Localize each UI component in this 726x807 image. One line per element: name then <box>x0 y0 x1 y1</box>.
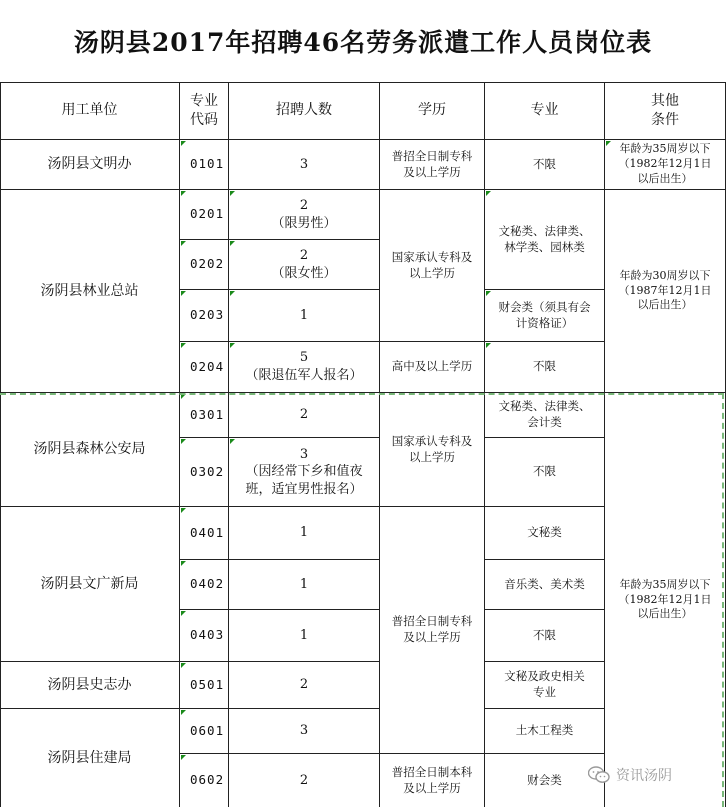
count-cell: 2 （限女性） <box>229 240 380 290</box>
count-cell: 1 <box>229 507 380 560</box>
unit-cell: 汤阴县史志办 <box>0 662 180 709</box>
code-cell: 0402 <box>180 560 229 610</box>
code-cell: 0501 <box>180 662 229 709</box>
cell-marker-icon <box>181 291 186 296</box>
major-cell: 不限 <box>485 438 605 507</box>
selection-border <box>722 393 724 807</box>
cell-marker-icon <box>181 343 186 348</box>
cell-marker-icon <box>181 508 186 513</box>
cell-marker-icon <box>486 343 491 348</box>
code-cell: 0201 <box>180 190 229 240</box>
cell-marker-icon <box>181 663 186 668</box>
code-cell: 0403 <box>180 610 229 662</box>
count-cell: 2 <box>229 393 380 438</box>
watermark <box>588 762 720 788</box>
major-cell: 文秘类、法律类、 林学类、园林类 <box>485 190 605 290</box>
page-title: 汤阴县2017年招聘46名劳务派遣工作人员岗位表 <box>73 28 653 57</box>
cell-marker-icon <box>181 439 186 444</box>
code-cell: 0302 <box>180 438 229 507</box>
code-cell: 0204 <box>180 342 229 393</box>
code-cell: 0203 <box>180 290 229 342</box>
unit-cell: 汤阴县文明办 <box>0 140 180 190</box>
code-cell: 0101 <box>180 140 229 190</box>
cell-marker-icon <box>486 291 491 296</box>
code-cell: 0301 <box>180 393 229 438</box>
cell-marker-icon <box>230 439 235 444</box>
count-cell: 5 （限退伍军人报名） <box>229 342 380 393</box>
count-cell: 2 <box>229 662 380 709</box>
code-cell: 0401 <box>180 507 229 560</box>
other-cell: 年龄为35周岁以下 （1982年12月1日 以后出生） <box>605 393 726 807</box>
cell-marker-icon <box>181 755 186 760</box>
unit-cell: 汤阴县住建局 <box>0 709 180 807</box>
count-cell: 1 <box>229 560 380 610</box>
major-cell: 文秘类、法律类、 会计类 <box>485 393 605 438</box>
header-major: 专业 <box>485 82 605 140</box>
wechat-icon <box>588 766 610 784</box>
count-cell: 3 （因经常下乡和值夜班，适宜男性报名） <box>229 438 380 507</box>
major-cell: 土木工程类 <box>485 709 605 754</box>
cell-marker-icon <box>230 241 235 246</box>
major-cell: 不限 <box>485 610 605 662</box>
cell-marker-icon <box>230 343 235 348</box>
cell-marker-icon <box>486 191 491 196</box>
education-cell: 普招全日制本科 及以上学历 <box>380 754 485 807</box>
header-count: 招聘人数 <box>229 82 380 140</box>
unit-cell: 汤阴县林业总站 <box>0 190 180 393</box>
code-cell: 0601 <box>180 709 229 754</box>
education-cell: 国家承认专科及 以上学历 <box>380 393 485 507</box>
major-cell: 财会类 <box>485 754 605 807</box>
cell-marker-icon <box>230 191 235 196</box>
other-cell: 年龄为30周岁以下 （1987年12月1日 以后出生） <box>605 190 726 393</box>
cell-marker-icon <box>230 291 235 296</box>
major-cell: 文秘及政史相关 专业 <box>485 662 605 709</box>
count-cell: 1 <box>229 290 380 342</box>
cell-marker-icon <box>181 611 186 616</box>
selection-border <box>0 393 724 395</box>
education-cell: 普招全日制专科 及以上学历 <box>380 507 485 754</box>
other-cell: 年龄为35周岁以下 （1982年12月1日 以后出生） <box>605 140 726 190</box>
education-cell: 国家承认专科及 以上学历 <box>380 190 485 342</box>
count-cell: 2 （限男性） <box>229 190 380 240</box>
header-education: 学历 <box>380 82 485 140</box>
code-cell: 0602 <box>180 754 229 807</box>
major-cell: 音乐类、美术类 <box>485 560 605 610</box>
header-code: 专业 代码 <box>180 82 229 140</box>
unit-cell: 汤阴县森林公安局 <box>0 393 180 507</box>
major-cell: 不限 <box>485 140 605 190</box>
header-other: 其他 条件 <box>605 82 726 140</box>
major-cell: 财会类（须具有会 计资格证） <box>485 290 605 342</box>
major-cell: 文秘类 <box>485 507 605 560</box>
cell-marker-icon <box>181 141 186 146</box>
cell-marker-icon <box>181 241 186 246</box>
cell-marker-icon <box>181 710 186 715</box>
unit-cell: 汤阴县文广新局 <box>0 507 180 662</box>
count-cell: 3 <box>229 709 380 754</box>
cell-marker-icon <box>606 141 611 146</box>
count-cell: 1 <box>229 610 380 662</box>
major-cell: 不限 <box>485 342 605 393</box>
watermark-text: 资讯汤阴 <box>616 768 672 784</box>
cell-marker-icon <box>181 561 186 566</box>
header-unit: 用工单位 <box>0 82 180 140</box>
count-cell: 2 <box>229 754 380 807</box>
cell-marker-icon <box>181 191 186 196</box>
count-cell: 3 <box>229 140 380 190</box>
education-cell: 高中及以上学历 <box>380 342 485 393</box>
education-cell: 普招全日制专科 及以上学历 <box>380 140 485 190</box>
code-cell: 0202 <box>180 240 229 290</box>
